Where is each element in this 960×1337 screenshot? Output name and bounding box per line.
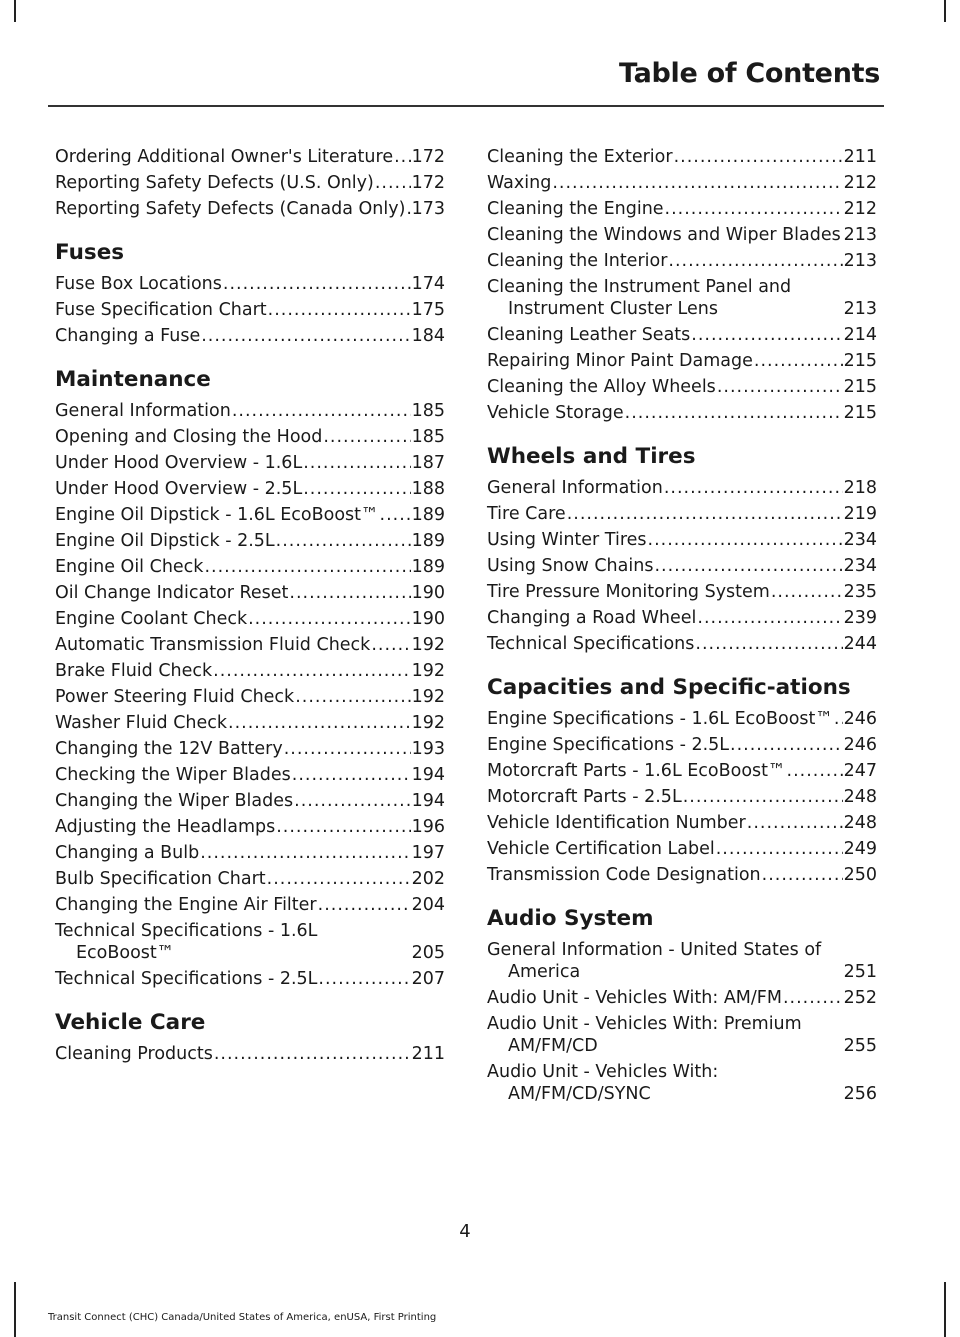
toc-entry-page: 194 [411,765,445,785]
toc-entry-title: Using Snow Chains [487,556,654,576]
dot-leader [380,504,411,526]
toc-entry-title: Audio Unit - Vehicles With: AM/FM [487,988,782,1008]
toc-entry-page: 197 [411,843,445,863]
toc-entry-title: Automatic Transmission Fluid Check [55,635,371,655]
toc-entry[interactable] [487,864,877,886]
toc-entry[interactable] [55,172,445,194]
toc-entry-title: Cleaning the Interior [487,251,668,271]
dot-leader [284,738,411,760]
toc-entry[interactable] [55,198,445,220]
toc-entry[interactable] [55,920,445,964]
toc-entry[interactable] [55,530,445,552]
toc-entry[interactable] [487,172,877,194]
toc-right-column [487,146,877,1109]
dot-leader [292,764,411,786]
dot-leader [762,864,843,886]
toc-entry-title: Fuse Specification Chart [55,300,267,320]
dot-leader [276,530,411,552]
toc-entry[interactable] [55,426,445,448]
toc-entry-title: Engine Specifications - 1.6L EcoBoost™ [487,709,833,729]
toc-entry[interactable] [55,1043,445,1065]
toc-section-heading: Audio System [487,906,654,931]
toc-entry[interactable] [487,734,877,756]
toc-entry[interactable] [487,607,877,629]
dot-leader [648,529,843,551]
toc-section-heading: Capacities and Specific-ations [487,675,851,700]
toc-entry-page: 255 [843,1036,877,1056]
toc-entry-page: 247 [843,761,877,781]
toc-entry-title: Engine Oil Check [55,557,204,577]
toc-entry-title: General Information [55,401,231,421]
toc-entry-page: 172 [411,173,445,193]
toc-entry[interactable] [55,504,445,526]
dot-leader [303,452,410,474]
dot-leader [318,968,410,990]
toc-entry[interactable] [55,582,445,604]
toc-entry[interactable] [55,968,445,990]
toc-entry-page: 249 [843,839,877,859]
toc-entry-title: Vehicle Identification Number [487,813,746,833]
toc-entry-page: 211 [843,147,877,167]
toc-entry-page: 212 [843,173,877,193]
toc-entry-page: 215 [843,351,877,371]
toc-entry-title: Repairing Minor Paint Damage [487,351,753,371]
toc-entry-page: 193 [411,739,445,759]
toc-entry-page: 246 [843,709,877,729]
toc-entry-page: 213 [843,225,877,245]
crop-mark-bottom-right [944,1282,946,1337]
toc-entry[interactable] [487,529,877,551]
dot-leader [783,987,843,1009]
dot-leader [375,172,411,194]
dot-leader [394,146,411,168]
page-number: 4 [459,1221,471,1242]
toc-entry[interactable] [55,452,445,474]
dot-leader [625,402,843,424]
toc-entry-page: 207 [411,969,445,989]
toc-entry-page: 215 [843,377,877,397]
dot-leader [654,555,842,577]
toc-entry-title: Using Winter Tires [487,530,647,550]
toc-entry[interactable] [55,325,445,347]
toc-entry[interactable] [487,939,877,983]
toc-entry[interactable] [487,708,877,730]
toc-entry-title: Technical Specifications - 2.5L [55,969,318,989]
toc-entry-page: 234 [843,556,877,576]
toc-entry-page: 196 [411,817,445,837]
toc-entry-page: 239 [843,608,877,628]
toc-entry-page: 185 [411,427,445,447]
toc-entry[interactable] [55,478,445,500]
toc-entry-page: 174 [411,274,445,294]
toc-entry[interactable] [487,581,877,603]
toc-entry[interactable] [55,764,445,786]
toc-entry-title: Engine Oil Dipstick - 2.5L [55,531,275,551]
toc-entry-page: 189 [411,557,445,577]
dot-leader [267,868,411,890]
dot-leader [717,376,843,398]
dot-leader [406,198,410,220]
toc-entry-page: 234 [843,530,877,550]
toc-entry-title: General Information [487,478,663,498]
toc-entry[interactable] [487,987,877,1009]
toc-entry[interactable] [487,1013,877,1057]
dot-leader [674,146,843,168]
toc-entry[interactable] [487,812,877,834]
toc-entry-title: Fuse Box Locations [55,274,222,294]
toc-entry-title: Changing a Fuse [55,326,201,346]
toc-entry-title: Reporting Safety Defects (U.S. Only) [55,173,374,193]
toc-entry[interactable] [487,224,877,246]
dot-leader [289,582,410,604]
dot-leader [697,607,842,629]
toc-entry-title: Cleaning the Instrument Panel and Instrument Cluster Lens [487,277,792,319]
toc-entry-title: Changing the Wiper Blades [55,791,294,811]
toc-entry[interactable] [487,477,877,499]
toc-entry-title: Vehicle Storage [487,403,624,423]
toc-entry-title: Under Hood Overview - 2.5L [55,479,303,499]
toc-entry[interactable] [55,842,445,864]
toc-entry-page: 192 [411,713,445,733]
dot-leader [294,790,410,812]
toc-entry[interactable] [55,712,445,734]
toc-entry-title: Ordering Additional Owner's Literature [55,147,394,167]
toc-entry-title: Changing the Engine Air Filter [55,895,317,915]
toc-entry-page: 248 [843,787,877,807]
toc-entry-page: 251 [843,962,877,982]
toc-entry-page: 190 [411,609,445,629]
toc-entry[interactable] [55,738,445,760]
dot-leader [318,894,411,916]
toc-entry[interactable] [487,276,877,320]
toc-entry[interactable] [55,299,445,321]
dot-leader [834,708,843,730]
toc-entry-page: 190 [411,583,445,603]
toc-entry-page: 218 [843,478,877,498]
toc-entry-page: 256 [843,1084,877,1104]
toc-entry[interactable] [487,786,877,808]
toc-entry[interactable] [487,555,877,577]
toc-entry-title: Technical Specifications [487,634,695,654]
toc-entry-title: Under Hood Overview - 1.6L [55,453,303,473]
toc-entry-page: 189 [411,531,445,551]
toc-entry-title: Changing a Road Wheel [487,608,697,628]
toc-entry[interactable] [487,146,877,168]
dot-leader [323,426,410,448]
toc-entry-page: 205 [411,943,445,963]
toc-entry-title: Reporting Safety Defects (Canada Only) [55,199,406,219]
toc-entry-title: Motorcraft Parts - 2.5L [487,787,682,807]
toc-entry-page: 194 [411,791,445,811]
toc-entry[interactable] [487,250,877,272]
toc-entry-page: 184 [411,326,445,346]
toc-entry[interactable] [487,402,877,424]
dot-leader [664,477,843,499]
footer-text: Transit Connect (CHC) Canada/United States of America, enUSA, First Printing [48,1312,437,1323]
toc-entry-page: 213 [843,251,877,271]
toc-entry-page: 202 [411,869,445,889]
toc-entry[interactable] [55,660,445,682]
toc-entry-page: 248 [843,813,877,833]
toc-entry-title: Oil Change Indicator Reset [55,583,289,603]
dot-leader [754,350,843,372]
toc-entry-title: Washer Fluid Check [55,713,228,733]
toc-entry[interactable] [55,790,445,812]
dot-leader [567,503,843,525]
toc-entry-page: 188 [411,479,445,499]
dot-leader [665,198,843,220]
toc-entry-title: Engine Coolant Check [55,609,248,629]
toc-entry-title: Engine Specifications - 2.5L [487,735,730,755]
dot-leader [223,273,411,295]
toc-left-column [55,146,445,1069]
toc-entry-page: 185 [411,401,445,421]
toc-section-heading: Fuses [55,240,125,265]
toc-entry-title: Cleaning the Windows and Wiper Blades [487,225,841,245]
toc-entry-page: 214 [843,325,877,345]
crop-mark-top-right [944,0,946,22]
dot-leader [771,581,843,603]
dot-leader [787,760,843,782]
toc-entry[interactable] [487,324,877,346]
toc-entry-title: General Information - United States of America [487,940,822,982]
toc-entry[interactable] [487,1061,877,1105]
dot-leader [268,299,411,321]
toc-entry-title: Technical Specifications - 1.6L EcoBoost™ [55,921,318,963]
toc-entry-page: 189 [411,505,445,525]
toc-entry-page: 192 [411,661,445,681]
toc-entry-title: Cleaning the Exterior [487,147,673,167]
toc-entry[interactable] [55,146,445,168]
toc-entry-title: Cleaning the Engine [487,199,664,219]
header-divider [48,105,884,107]
toc-entry-page: 173 [411,199,445,219]
dot-leader [683,786,843,808]
toc-entry-page: 175 [411,300,445,320]
dot-leader [232,400,411,422]
dot-leader [747,812,843,834]
toc-entry-title: Tire Care [487,504,566,524]
toc-entry-page: 219 [843,504,877,524]
toc-entry[interactable] [55,400,445,422]
crop-mark-bottom-left [14,1282,16,1337]
dot-leader [691,324,842,346]
toc-entry-title: Waxing [487,173,552,193]
toc-entry[interactable] [487,503,877,525]
toc-entry[interactable] [55,894,445,916]
dot-leader [214,1043,411,1065]
toc-entry-title: Audio Unit - Vehicles With: AM/FM/CD/SYNC [487,1062,719,1104]
toc-entry[interactable] [487,198,877,220]
toc-entry-page: 212 [843,199,877,219]
dot-leader [730,734,843,756]
toc-entry[interactable] [487,633,877,655]
toc-section-heading: Vehicle Care [55,1010,206,1035]
toc-entry-title: Cleaning Leather Seats [487,325,691,345]
dot-leader [842,224,843,246]
toc-entry[interactable] [487,376,877,398]
toc-section-heading: Wheels and Tires [487,444,696,469]
dot-leader [200,842,410,864]
toc-entry-title: Cleaning Products [55,1044,213,1064]
crop-mark-top-left [14,0,16,22]
toc-entry-page: 172 [411,147,445,167]
toc-entry-page: 213 [843,299,877,319]
toc-entry-title: Brake Fluid Check [55,661,213,681]
dot-leader [213,660,410,682]
toc-section-heading: Maintenance [55,367,211,392]
toc-entry[interactable] [487,838,877,860]
toc-entry-title: Motorcraft Parts - 1.6L EcoBoost™ [487,761,786,781]
toc-entry[interactable] [487,350,877,372]
toc-entry-page: 192 [411,635,445,655]
toc-entry-title: Power Steering Fluid Check [55,687,295,707]
dot-leader [552,172,842,194]
toc-entry-title: Opening and Closing the Hood [55,427,323,447]
page-title: Table of Contents [618,58,880,89]
toc-entry-page: 204 [411,895,445,915]
toc-entry-title: Transmission Code Designation [487,865,761,885]
dot-leader [716,838,843,860]
toc-entry[interactable] [55,868,445,890]
toc-entry-page: 211 [411,1044,445,1064]
toc-entry[interactable] [55,634,445,656]
toc-entry-title: Bulb Specification Chart [55,869,266,889]
toc-entry-title: Audio Unit - Vehicles With: Premium AM/FM/CD [487,1014,802,1056]
dot-leader [201,325,410,347]
toc-entry-page: 250 [843,865,877,885]
toc-entry-title: Tire Pressure Monitoring System [487,582,770,602]
toc-entry-title: Engine Oil Dipstick - 1.6L EcoBoost™ [55,505,379,525]
dot-leader [303,478,410,500]
dot-leader [248,608,410,630]
toc-entry-page: 235 [843,582,877,602]
dot-leader [276,816,410,838]
dot-leader [668,250,842,272]
toc-entry-page: 215 [843,403,877,423]
toc-entry-page: 246 [843,735,877,755]
dot-leader [295,686,410,708]
dot-leader [371,634,410,656]
toc-entry[interactable] [55,686,445,708]
toc-entry-title: Checking the Wiper Blades [55,765,291,785]
toc-entry[interactable] [55,273,445,295]
dot-leader [204,556,410,578]
toc-entry-title: Vehicle Certification Label [487,839,715,859]
toc-entry-title: Changing the 12V Battery [55,739,283,759]
toc-entry-page: 244 [843,634,877,654]
toc-entry-page: 187 [411,453,445,473]
toc-entry-page: 252 [843,988,877,1008]
toc-entry[interactable] [55,556,445,578]
toc-entry-title: Changing a Bulb [55,843,200,863]
toc-entry[interactable] [55,816,445,838]
toc-entry-title: Cleaning the Alloy Wheels [487,377,716,397]
toc-entry-page: 192 [411,687,445,707]
dot-leader [695,633,842,655]
dot-leader [228,712,411,734]
toc-entry-title: Adjusting the Headlamps [55,817,276,837]
toc-entry[interactable] [487,760,877,782]
toc-entry[interactable] [55,608,445,630]
